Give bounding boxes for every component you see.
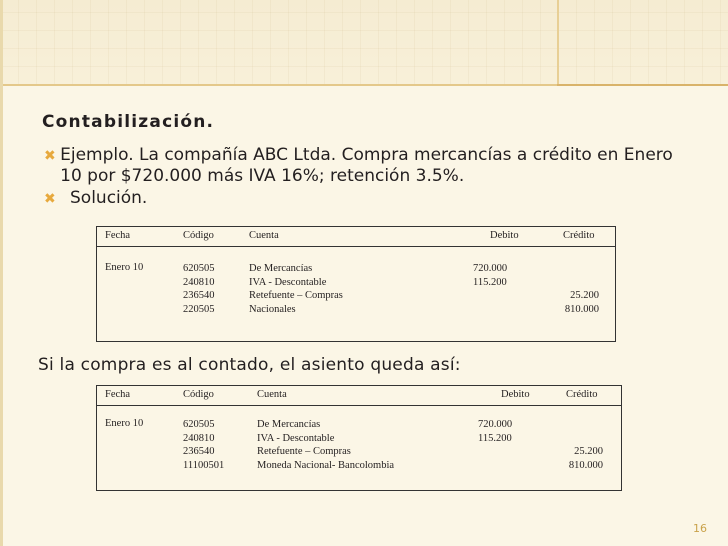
cell-codigo: 11100501 (183, 459, 225, 471)
table-header-row (97, 227, 615, 247)
header-codigo: Código (183, 389, 214, 400)
cell-cuenta: IVA - Descontable (257, 432, 335, 444)
cell-codigo: 236540 (183, 290, 215, 301)
header-grid-texture (0, 0, 728, 85)
table-header-row (97, 386, 621, 406)
slide-heading: Contabilización. (42, 112, 215, 132)
cell-credito: 25.200 (570, 290, 599, 301)
cell-codigo: 240810 (183, 432, 215, 444)
page-number: 16 (693, 522, 707, 535)
cell-credito (569, 432, 603, 446)
bullet-example-text: Ejemplo. La compañía ABC Ltda. Compra mercancías a crédito en Enero 10 por $720.000 más IVA 16%; retención 3.5%. (60, 145, 673, 186)
header-vertical-rule (557, 0, 559, 86)
column-debito (478, 418, 512, 472)
cell-cuenta: Retefuente – Compras (257, 446, 351, 457)
cell-codigo: 220505 (183, 303, 215, 315)
cell-debito (473, 289, 507, 303)
header-fecha: Fecha (105, 389, 131, 400)
column-codigo (183, 418, 224, 472)
header-cuenta: Cuenta (257, 389, 287, 400)
cell-debito: 115.200 (478, 432, 512, 444)
cell-fecha: Enero 10 (105, 262, 144, 273)
bullet-x-icon: ✖ (44, 148, 56, 164)
bullet-example (44, 145, 694, 187)
cell-codigo: 236540 (183, 446, 215, 457)
cell-cuenta: Moneda Nacional- Bancolombia (257, 459, 395, 471)
header-cuenta: Cuenta (249, 230, 279, 241)
header-codigo: Código (183, 230, 214, 241)
header-fecha: Fecha (105, 230, 131, 241)
cell-debito: 115.200 (473, 276, 507, 288)
cell-credito: 810.000 (564, 303, 599, 315)
column-credito (565, 262, 599, 316)
slide-left-border (0, 0, 3, 546)
cash-purchase-note: Si la compra es al contado, el asiento queda así: (38, 355, 461, 375)
journal-entry-credit (96, 226, 616, 342)
bullet-solution (44, 188, 147, 210)
journal-entry-cash (96, 385, 622, 491)
column-debito (473, 262, 507, 316)
column-credito (569, 418, 603, 472)
cell-cuenta: Nacionales (249, 303, 296, 315)
column-cuenta (257, 418, 394, 472)
header-credito: Crédito (563, 230, 595, 241)
cell-credito (565, 276, 599, 290)
cell-credito (569, 418, 603, 432)
bullet-solution-text: Solución. (70, 188, 148, 208)
cell-cuenta: IVA - Descontable (249, 276, 327, 288)
cell-cuenta: Retefuente – Compras (249, 290, 343, 301)
cell-cuenta: De Mercancías (249, 263, 313, 274)
header-credito: Crédito (566, 389, 598, 400)
header-debito: Debito (490, 230, 519, 241)
cell-credito: 810.000 (568, 459, 603, 471)
header-accent-rule (557, 84, 728, 86)
cell-fecha: Enero 10 (105, 418, 144, 429)
cell-credito: 25.200 (574, 446, 603, 457)
cell-debito: 720.000 (473, 263, 508, 274)
bullet-x-icon: ✖ (44, 191, 56, 207)
cell-codigo: 620505 (183, 263, 215, 274)
column-codigo (183, 262, 215, 316)
cell-cuenta: De Mercancías (257, 419, 321, 430)
cell-debito (478, 459, 512, 473)
cell-debito (478, 445, 512, 459)
cell-codigo: 620505 (183, 419, 215, 430)
cell-debito: 720.000 (478, 419, 513, 430)
cell-credito (565, 262, 599, 276)
cell-codigo: 240810 (183, 276, 215, 288)
column-cuenta (249, 262, 343, 316)
header-debito: Debito (501, 389, 530, 400)
cell-debito (473, 303, 507, 317)
